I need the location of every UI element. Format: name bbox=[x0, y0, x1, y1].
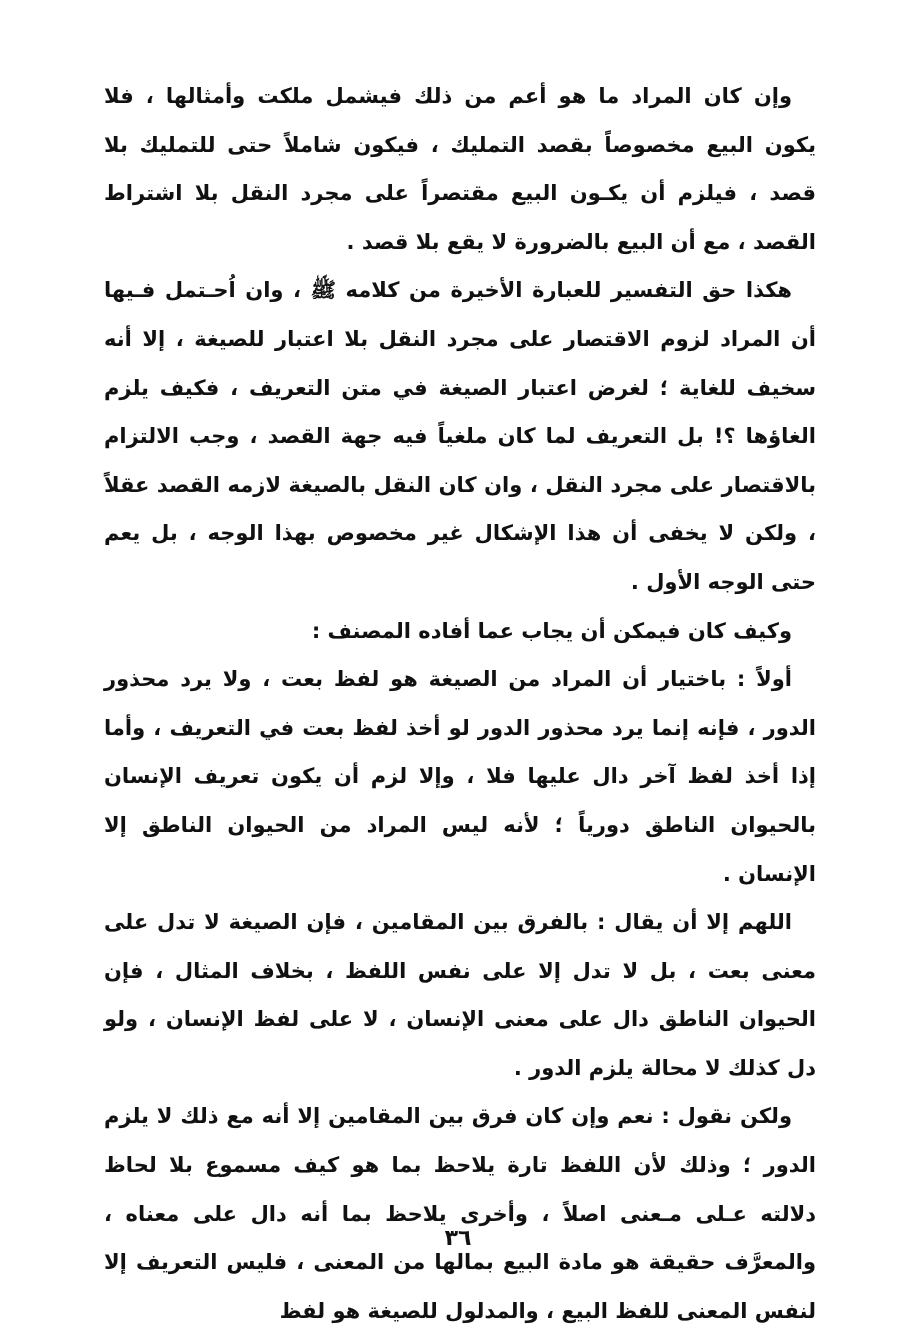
page-number: ٣٦ bbox=[444, 1226, 472, 1251]
paragraph-1: وإن كان المراد ما هو أعم من ذلك فيشمل ملكت وأمثالها ، فلا يكون البيع مخصوصاً بقصد التمليك ، فيكون شاملاً حتى للتمليك بلا قصد ، فيلزم أن يكـون البيع مقتصراً على مجرد النقل بلا اشتراط القصد ، مع أن البيع بالضرورة لا يقع بلا قصد . bbox=[104, 84, 816, 254]
paragraph-3: وكيف كان فيمكن أن يجاب عما أفاده المصنف : bbox=[311, 618, 792, 643]
page-body bbox=[104, 72, 816, 1335]
paragraph-4: أولاً : باختيار أن المراد من الصيغة هو لفظ بعت ، ولا يرد محذور الدور ، فإنه إنما يرد محذور الدور لو أخذ لفظ بعت في التعريف ، وأما إذا أخذ لفظ آخر دال عليها فلا ، وإلا لزم أن يكون تعريف الإنسان بالحيوان الناطق دورياً ؛ لأنه ليس المراد من الحيوان الناطق إلا الإنسان . bbox=[104, 667, 816, 886]
paragraph-5: اللهم إلا أن يقال : بالفرق بين المقامين ، فإن الصيغة لا تدل على معنى بعت ، بل لا تدل إلا على نفس اللفظ ، بخلاف المثال ، فإن الحيوان الناطق دال على معنى الإنسان ، لا على لفظ الإنسان ، ولو دل كذلك لا محالة يلزم الدور . bbox=[104, 910, 816, 1080]
paragraph-2: هكذا حق التفسير للعبارة الأخيرة من كلامه ﷺ ، وان اُحـتمل فـيها أن المراد لزوم الاقتصار على مجرد النقل بلا اعتبار للصيغة ، إلا أنه سخيف للغاية ؛ لغرض اعتبار الصيغة في متن التعريف ، فكيف يلزم الغاؤها ؟! بل التعريف لما كان ملغياً فيه جهة القصد ، وجب الالتزام بالاقتصار على مجرد النقل ، وان كان النقل بالصيغة لازمه القصد عقلاً ، ولكن لا يخفى أن هذا الإشكال غير مخصوص بهذا الوجه ، بل يعم حتى الوجه الأول . bbox=[104, 278, 816, 594]
paragraph-6: ولكن نقول : نعم وإن كان فرق بين المقامين إلا أنه مع ذلك لا يلزم الدور ؛ وذلك لأن اللفظ تارة يلاحظ بما هو كيف مسموع بلا لحاظ دلالته عـلى مـعنى اصلاً ، وأخرى يلاحظ بما أنه دال على معناه ، والمعرَّف حقيقة هو مادة البيع بمالها من المعنى ، فليس التعريف إلا لنفس المعنى للفظ البيع ، والمدلول للصيغة هو لفظ bbox=[104, 1104, 816, 1323]
